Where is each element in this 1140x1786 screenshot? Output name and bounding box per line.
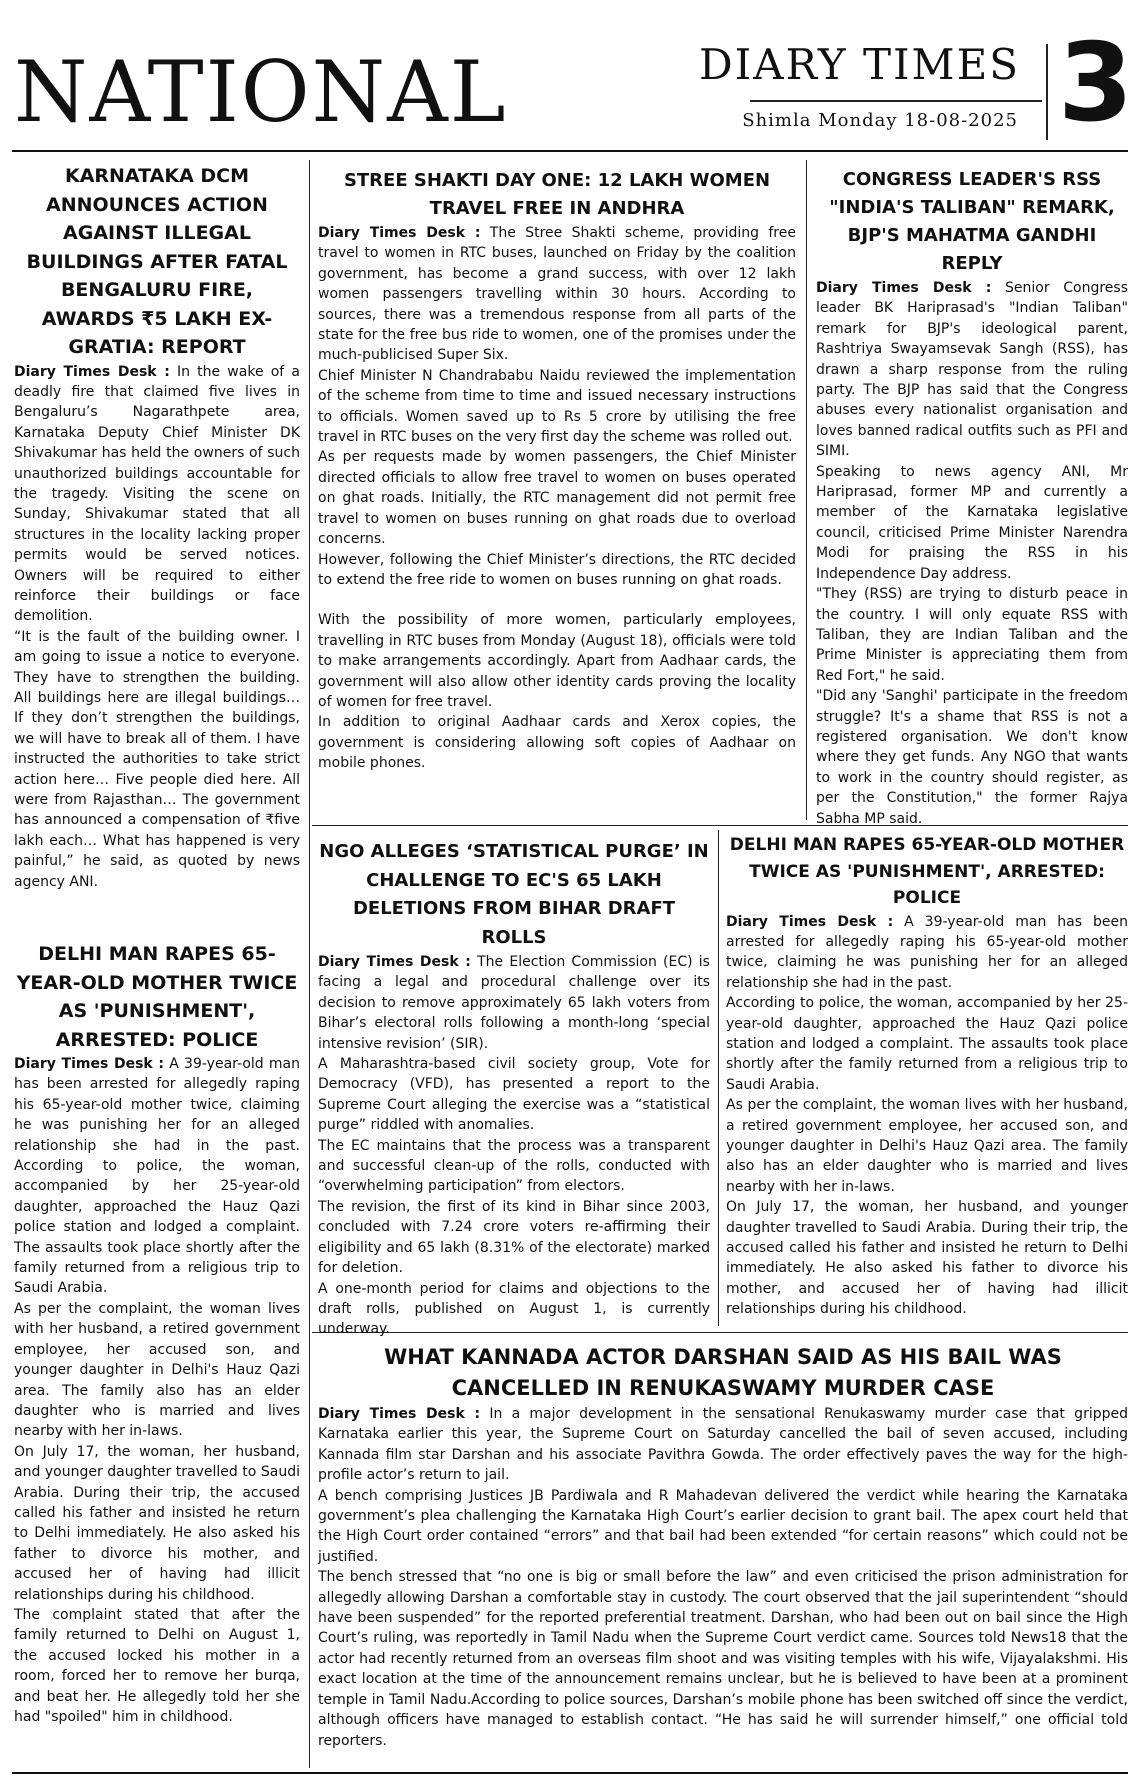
paragraph	[318, 1404, 1128, 1486]
paragraph: The EC maintains that the process was a transparent and successful clean-up of the rolls, conducted with “overwhelming participation” from electors.	[318, 1137, 710, 1195]
article-body	[14, 1054, 300, 1727]
paragraph-text: In the wake of a deadly fire that claimed five lives in Bengaluru’s Nagarathpete area, Karnataka Deputy Chief Minister DK Shivakumar has held the owners of such unauthorized buildings accountable for the tragedy. Visiting the scene on Sunday, Shivakumar stated that all structures in the locality lacking proper permits would be served notices. Owners will be required to either reinforce their buildings or face demolition.	[14, 363, 300, 625]
article-delhi-right	[726, 832, 1128, 1320]
brand-name: DIARY TIMES	[698, 40, 1020, 89]
paragraph: A Maharashtra-based civil society group, Vote for Democracy (VFD), has presented a report to the Supreme Court alleging the exercise was a “statistical purge” riddled with anomalies.	[318, 1056, 710, 1134]
headline: DELHI MAN RAPES 65-YEAR-OLD MOTHER TWICE AS 'PUNISHMENT', ARRESTED: POLICE	[16, 943, 298, 1051]
column-divider-right-top	[806, 160, 807, 820]
article-body	[816, 278, 1128, 829]
desk-label: Diary Times Desk :	[318, 1406, 481, 1422]
paragraph: On July 17, the woman, her husband, and younger daughter travelled to Saudi Arabia. During their trip, the accused called his father and insisted he return to Delhi immediately. He also asked his father to divorce his mother, and accused her of having had illicit relationships during his childhood.	[14, 1443, 300, 1603]
paragraph-text: In a major development in the sensational Renukaswamy murder case that gripped Karnataka earlier this year, the Supreme Court on Saturday cancelled the bail of seven accused, including Kannada film star Darshan and his associate Pavithra Gowda. The order effectively paves the way for the high-profile actor’s return to jail.	[318, 1406, 1128, 1484]
paragraph: According to police, the woman, accompanied by her 25-year-old daughter, approached the Hauz Qazi police station and lodged a complaint. The assaults took place shortly after the family returned from a religious trip to Saudi Arabia.	[726, 995, 1128, 1093]
article-darshan-bail	[318, 1342, 1128, 1751]
masthead-rule	[750, 100, 1042, 102]
paragraph: In addition to original Aadhaar cards and Xerox copies, the government is considering allowing soft copies of Aadhaar on mobile phones.	[318, 714, 796, 772]
dateline: Shimla Monday 18-08-2025	[742, 110, 1018, 131]
column-divider-left	[309, 160, 310, 1768]
section-title: NATIONAL	[14, 43, 508, 141]
paragraph: With the possibility of more women, particularly employees, travelling in RTC buses from Monday (August 18), officials were told to make arrangements accordingly. Apart from Aadhaar cards, the government will also allow other identity cards proving the locality of women for free travel.	[318, 612, 796, 710]
desk-label: Diary Times Desk :	[14, 363, 170, 380]
paragraph-gap	[318, 590, 796, 610]
paragraph: The revision, the first of its kind in Bihar since 2003, concluded with 7.24 crore voters re-affirming their eligibility and 65 lakh (8.31% of the electorate) marked for deletion.	[318, 1198, 710, 1277]
paragraph: However, following the Chief Minister’s directions, the RTC decided to extend the free ride to women on buses running on ghat roads.	[318, 551, 796, 588]
desk-label: Diary Times Desk :	[318, 225, 481, 241]
article-ngo-purge	[318, 838, 710, 1340]
article-stree-shakti	[318, 167, 796, 774]
paragraph-text: A 39-year-old man has been arrested for allegedly raping his 65-year-old mother twice, claiming he was punishing her for an alleged relationship she had in the past. According to police, the woman, accompanied by her 25-year-old daughter, approached the Hauz Qazi police station and lodged a complaint. The assaults took place shortly after the family returned from a religious trip to Saudi Arabia.	[14, 1056, 300, 1297]
article-body	[318, 1404, 1128, 1751]
desk-label: Diary Times Desk :	[318, 954, 471, 970]
paragraph	[14, 1054, 300, 1299]
paragraph: A one-month period for claims and objections to the draft rolls, published on August 1, is currently underway.	[318, 1280, 710, 1338]
paragraph: “It is the fault of the building owner. I am going to issue a notice to everyone. They have to strengthen the building. All buildings here are illegal buildings… If they don’t strengthen the buildings, we will have to break all of them. I have instructed the authorities to take strict action here… Five people died here. All were from Rajasthan… The government has announced a compensation of ₹five lakh each… What has happened is very painful,” he said, as quoted by news agency ANI.	[14, 628, 300, 890]
paragraph: As per requests made by women passengers, the Chief Minister directed officials to allow free travel to women on buses operated on ghat roads. Initially, the RTC management did not permit free travel to women on buses running on ghat roads due to overload concerns.	[318, 449, 796, 548]
paragraph: As per the complaint, the woman lives with her husband, a retired government employee, her accused son, and younger daughter in Delhi's Hauz Qazi area. The family also has an elder daughter who is married and lives nearby with her in-laws.	[726, 1097, 1128, 1195]
article-body	[318, 223, 796, 774]
desk-label: Diary Times Desk :	[14, 1056, 164, 1072]
article-congress-rss	[816, 166, 1128, 829]
paragraph: Speaking to news agency ANI, Mr Hariprasad, former MP and currently a member of the Karnataka legislative council, criticised Prime Minister Narendra Modi for praising the RSS in his Independence Day address.	[816, 463, 1128, 582]
headline: STREE SHAKTI DAY ONE: 12 LAKH WOMEN TRAVEL FREE IN ANDHRA	[343, 170, 771, 219]
column-divider-middle	[718, 830, 719, 1326]
article-body	[726, 912, 1128, 1320]
article-body	[318, 952, 710, 1340]
article-delhi-left	[14, 940, 300, 1727]
desk-label: Diary Times Desk :	[816, 280, 992, 296]
paragraph: Chief Minister N Chandrababu Naidu reviewed the implementation of the scheme from time to time and issued necessary instructions to officials. Women saved up to Rs 5 crore by utilising the free travel in RTC buses on the very first day the scheme was rolled out.	[318, 367, 796, 446]
paragraph: "They (RSS) are trying to disturb peace in the country. I will only equate RSS with Taliban, they are Indian Taliban and the Prime Minister is appreciating them from Red Fort," he said.	[816, 586, 1128, 684]
headline: KARNATAKA DCM ANNOUNCES ACTION AGAINST ILLEGAL BUILDINGS AFTER FATAL BENGALURU FIRE, AWARDS ₹5 LAKH EX-GRATIA: REPORT	[26, 165, 288, 358]
headline: CONGRESS LEADER'S RSS "INDIA'S TALIBAN" REMARK, BJP'S MAHATMA GANDHI REPLY	[829, 169, 1115, 274]
paragraph: On July 17, the woman, her husband, and younger daughter travelled to Saudi Arabia. During their trip, the accused called his father and insisted he return to Delhi immediately. He also asked his father to divorce his mother, and accused her of having had illicit relationships during his childhood.	[726, 1199, 1128, 1318]
paragraph-text: The Stree Shakti scheme, providing free travel to women in RTC buses, launched on Friday by the coalition government, has become a grand success, with over 12 lakh women passengers travelling within 30 hours. According to sources, there was a tremendous response from all parts of the state for the free bus ride to women, one of the promises under the much-publicised Super Six.	[318, 225, 796, 364]
header-rule	[12, 150, 1128, 152]
paragraph	[816, 278, 1128, 462]
footer-rule	[12, 1772, 1128, 1774]
paragraph-text: Senior Congress leader BK Hariprasad's "Indian Taliban" remark for BJP's ideological parent, Rashtriya Swayamsevak Sangh (RSS), has drawn a sharp response from the ruling party. The BJP has said that the Congress abuses every nationalist organisation and loves banned radical outfits such as PFI and SIMI.	[816, 280, 1128, 460]
desk-label: Diary Times Desk :	[726, 913, 894, 930]
paragraph: As per the complaint, the woman lives with her husband, a retired government employee, her accused son, and younger daughter in Delhi's Hauz Qazi area. The family also has an elder daughter who is married and lives nearby with her in-laws.	[14, 1300, 300, 1440]
paragraph-text: The Election Commission (EC) is facing a legal and procedural challenge over its decision to remove approximately 65 lakh voters from Bihar’s electoral rolls following a month-long ‘special intensive revision’ (SIR).	[318, 954, 710, 1052]
paragraph: "Did any 'Sanghi' participate in the freedom struggle? It's a shame that RSS is not a registered organisation. We don't know where they get funds. Any NGO that wants to work in the country should register, as per the Constitution," the former Rajya Sabha MP said.	[816, 688, 1128, 827]
paragraph	[14, 362, 300, 627]
headline: WHAT KANNADA ACTOR DARSHAN SAID AS HIS BAIL WAS CANCELLED IN RENUKASWAMY MURDER CASE	[384, 1345, 1062, 1400]
paragraph	[318, 952, 710, 1054]
paragraph	[726, 912, 1128, 994]
article-body	[14, 362, 300, 893]
paragraph	[318, 223, 796, 366]
paragraph: The bench stressed that “no one is big or small before the law” and even criticised the prison administration for allegedly allowing Darshan a comfortable stay in custody. The court observed that the jail superintendent “should have been suspended” for the reported preferential treatment. Darshan, who had been out on bail since the High Court’s ruling, was reportedly in Tamil Nadu when the Supreme Court verdict came. Sources told News18 that the actor had recently returned from an overseas film shoot and was visiting temples with his wife, Vijayalakshmi. His exact location at the time of the announcement remains unclear, but he is believed to have been at a prominent temple in Tamil Nadu.According to police sources, Darshan’s mobile phone has been switched off since the verdict, although officers have managed to establish contact. “He has said he will surrender himself,” one official told reporters.	[318, 1569, 1128, 1749]
paragraph: The complaint stated that after the family returned to Delhi on August 1, the accused locked his mother in a room, forced her to remove her burqa, and beat her. He allegedly told her she had "spoiled" him in childhood.	[14, 1606, 300, 1725]
article-karnataka-fire	[14, 162, 300, 892]
paragraph-text: A 39-year-old man has been arrested for allegedly raping his 65-year-old mother twice, claiming he was punishing her for an alleged relationship she had in the past.	[726, 913, 1128, 991]
headline: DELHI MAN RAPES 65-YEAR-OLD MOTHER TWICE AS 'PUNISHMENT', ARRESTED: POLICE	[729, 835, 1125, 908]
masthead-divider	[1046, 44, 1048, 140]
headline: NGO ALLEGES ‘STATISTICAL PURGE’ IN CHALLENGE TO EC'S 65 LAKH DELETIONS FROM BIHAR DRAFT ROLLS	[319, 841, 709, 948]
paragraph: A bench comprising Justices JB Pardiwala and R Mahadevan delivered the verdict while hearing the Karnataka government’s plea challenging the Karnataka High Court’s earlier decision to grant bail. The apex court held that the High Court order contained “errors” and that bail had been extended “for certain reasons” which could not be justified.	[318, 1487, 1128, 1565]
page-number: 3	[1058, 21, 1134, 146]
